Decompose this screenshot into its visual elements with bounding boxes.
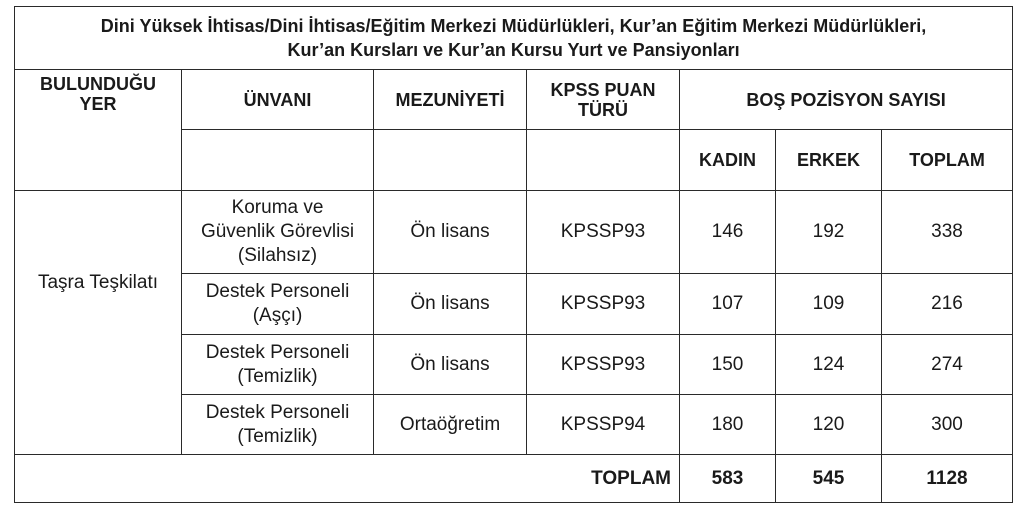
table-row (15, 191, 1013, 274)
row-title: Destek Personeli (Temizlik) (182, 335, 374, 395)
row-title: Koruma ve Güvenlik Görevlisi (Silahsız) (182, 191, 374, 274)
row-male: 192 (776, 191, 882, 274)
row-total: 300 (882, 395, 1013, 455)
totals-male: 545 (776, 455, 882, 503)
totals-row (15, 455, 1013, 503)
row-kpss: KPSSP94 (527, 395, 680, 455)
row-education: Ön lisans (374, 335, 527, 395)
header-education: MEZUNİYETİ (374, 70, 527, 130)
row-male: 120 (776, 395, 882, 455)
row-education: Ön lisans (374, 274, 527, 335)
row-title: Destek Personeli (Aşçı) (182, 274, 374, 335)
header-total: TOPLAM (882, 130, 1013, 191)
title-row (15, 7, 1013, 70)
row-female: 180 (680, 395, 776, 455)
subheader-empty-education (374, 130, 527, 191)
vacancy-table (14, 6, 1013, 503)
header-vacancies: BOŞ POZİSYON SAYISI (680, 70, 1013, 130)
row-total: 216 (882, 274, 1013, 335)
subheader-empty-kpss (527, 130, 680, 191)
header-kpss: KPSS PUAN TÜRÜ (527, 70, 680, 130)
row-education: Ön lisans (374, 191, 527, 274)
row-total: 274 (882, 335, 1013, 395)
row-female: 150 (680, 335, 776, 395)
totals-label: TOPLAM (15, 455, 680, 503)
row-education: Ortaöğretim (374, 395, 527, 455)
header-male: ERKEK (776, 130, 882, 191)
header-row (15, 70, 1013, 130)
vacancy-table-container (14, 6, 1012, 507)
row-kpss: KPSSP93 (527, 335, 680, 395)
row-female: 146 (680, 191, 776, 274)
row-total: 338 (882, 191, 1013, 274)
row-male: 124 (776, 335, 882, 395)
row-title: Destek Personeli (Temizlik) (182, 395, 374, 455)
row-male: 109 (776, 274, 882, 335)
location-cell: Taşra Teşkilatı (15, 191, 182, 455)
subheader-empty-title (182, 130, 374, 191)
row-kpss: KPSSP93 (527, 274, 680, 335)
totals-female: 583 (680, 455, 776, 503)
table-title: Dini Yüksek İhtisas/Dini İhtisas/Eğitim Merkezi Müdürlükleri, Kur’an Eğitim Merkezi Müdürlükleri, Kur’an Kursları ve Kur’an Kursu Yurt ve Pansiyonları (15, 7, 1013, 70)
row-kpss: KPSSP93 (527, 191, 680, 274)
totals-total: 1128 (882, 455, 1013, 503)
header-female: KADIN (680, 130, 776, 191)
header-location: BULUNDUĞU YER (15, 70, 182, 191)
row-female: 107 (680, 274, 776, 335)
header-title: ÜNVANI (182, 70, 374, 130)
